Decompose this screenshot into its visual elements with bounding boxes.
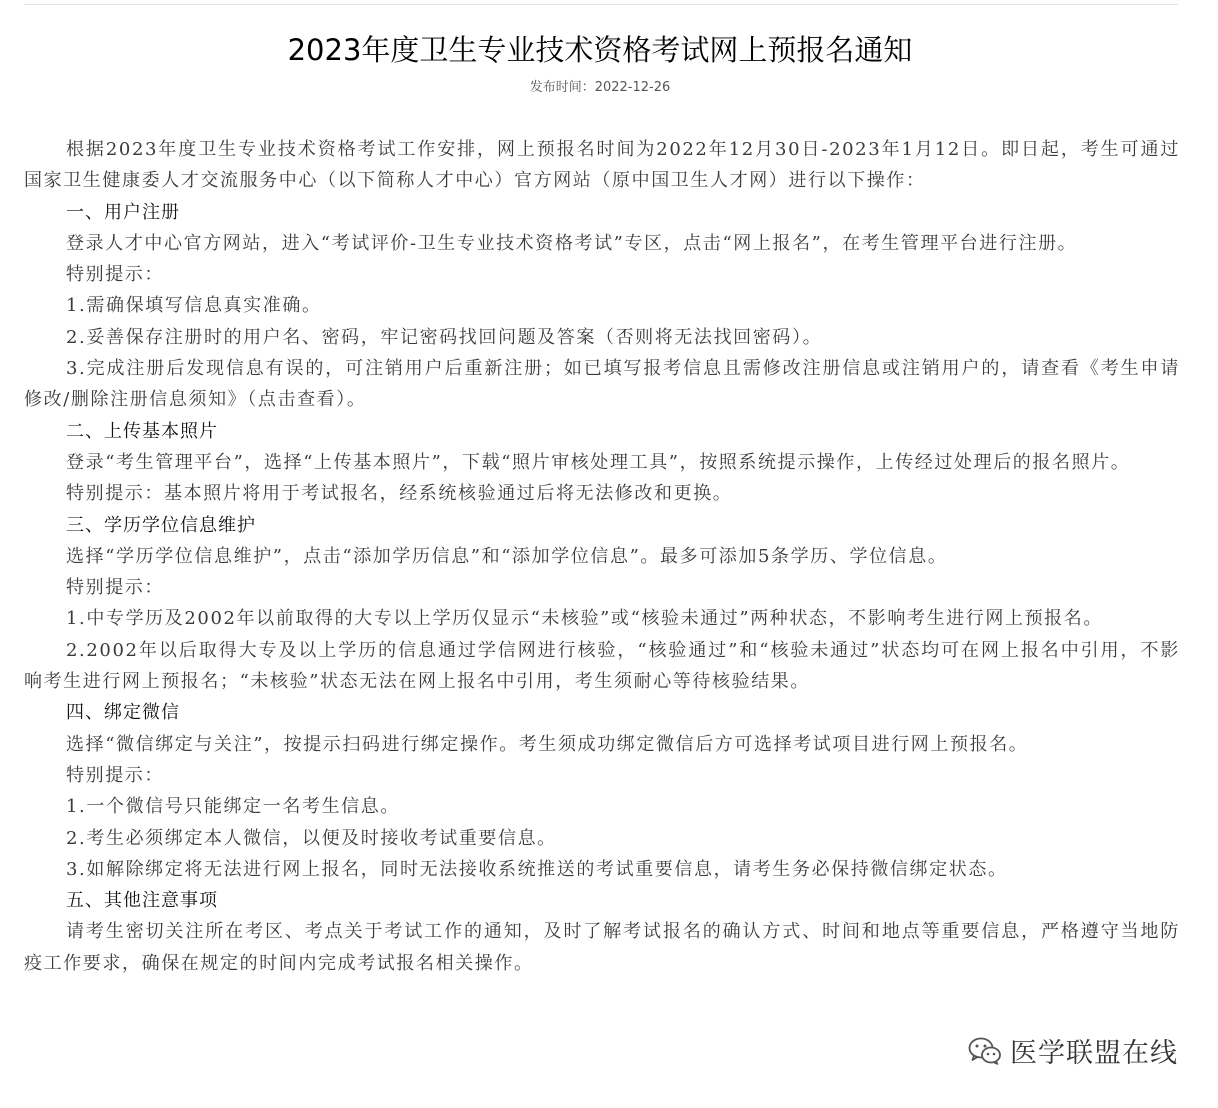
paragraph: 3.如解除绑定将无法进行网上报名，同时无法接收系统推送的考试重要信息，请考生务必保持微信绑定状态。 <box>66 858 1008 880</box>
watermark-text: 医学联盟在线 <box>1010 1038 1178 1069</box>
watermark <box>968 1031 1178 1070</box>
section-heading: 四、绑定微信 <box>66 702 180 724</box>
paragraph: 特别提示： <box>66 577 164 599</box>
top-divider <box>24 4 1178 5</box>
publish-date: 发布时间：2022-12-26 <box>529 80 671 95</box>
wechat-icon <box>968 1037 1002 1065</box>
section-heading: 一、用户注册 <box>66 201 180 223</box>
paragraph: 3.完成注册后发现信息有误的，可注销用户后重新注册；如已填写报考信息且需修改注册信息或注销用户的，请查看《考生申请修改/删除注册信息须知》（点击查看）。 <box>24 358 1180 411</box>
paragraph: 登录“考生管理平台”，选择“上传基本照片”，下载“照片审核处理工具”，按照系统提示操作，上传经过处理后的报名照片。 <box>66 451 1131 473</box>
paragraph: 选择“微信绑定与关注”，按提示扫码进行绑定操作。考生须成功绑定微信后方可选择考试项目进行网上预报名。 <box>66 733 1029 755</box>
paragraph: 1.一个微信号只能绑定一名考生信息。 <box>66 796 400 818</box>
paragraph: 2.妥善保存注册时的用户名、密码，牢记密码找回问题及答案（否则将无法找回密码）。 <box>66 326 823 348</box>
paragraph: 特别提示： <box>66 264 164 286</box>
paragraph: 登录人才中心官方网站，进入“考试评价-卫生专业技术资格考试”专区，点击“网上报名”，在考生管理平台进行注册。 <box>66 232 1078 254</box>
paragraph: 特别提示：基本照片将用于考试报名，经系统核验通过后将无法修改和更换。 <box>66 483 733 505</box>
paragraph: 1.需确保填写信息真实准确。 <box>66 295 322 317</box>
section-heading: 二、上传基本照片 <box>66 420 218 442</box>
paragraph: 1.中专学历及2002年以前取得的大专以上学历仅显示“未核验”或“核验未通过”两种状态，不影响考生进行网上预报名。 <box>66 608 1103 630</box>
paragraph: 请考生密切关注所在考区、考点关于考试工作的通知，及时了解考试报名的确认方式、时间和地点等重要信息，严格遵守当地防疫工作要求，确保在规定的时间内完成考试报名相关操作。 <box>24 921 1180 974</box>
paragraph: 2.考生必须绑定本人微信，以便及时接收考试重要信息。 <box>66 827 557 849</box>
section-heading: 五、其他注意事项 <box>66 890 218 912</box>
section-heading: 三、学历学位信息维护 <box>66 514 256 536</box>
article-body <box>24 134 1180 979</box>
paragraph: 选择“学历学位信息维护”，点击“添加学历信息”和“添加学位信息”。最多可添加5条学历、学位信息。 <box>66 545 948 567</box>
paragraph: 特别提示： <box>66 764 164 786</box>
article-title: 2023年度卫生专业技术资格考试网上预报名通知 <box>287 33 913 67</box>
paragraph: 根据2023年度卫生专业技术资格考试工作安排，网上预报名时间为2022年12月30日-2023年1月12日。即日起，考生可通过国家卫生健康委人才交流服务中心（以下简称人才中心）官方网站（原中国卫生人才网）进行以下操作： <box>24 139 1180 192</box>
paragraph: 2.2002年以后取得大专及以上学历的信息通过学信网进行核验，“核验通过”和“核验未通过”状态均可在网上报名中引用，不影响考生进行网上预报名；“未核验”状态无法在网上报名中引用，考生须耐心等待核验结果。 <box>24 639 1180 693</box>
